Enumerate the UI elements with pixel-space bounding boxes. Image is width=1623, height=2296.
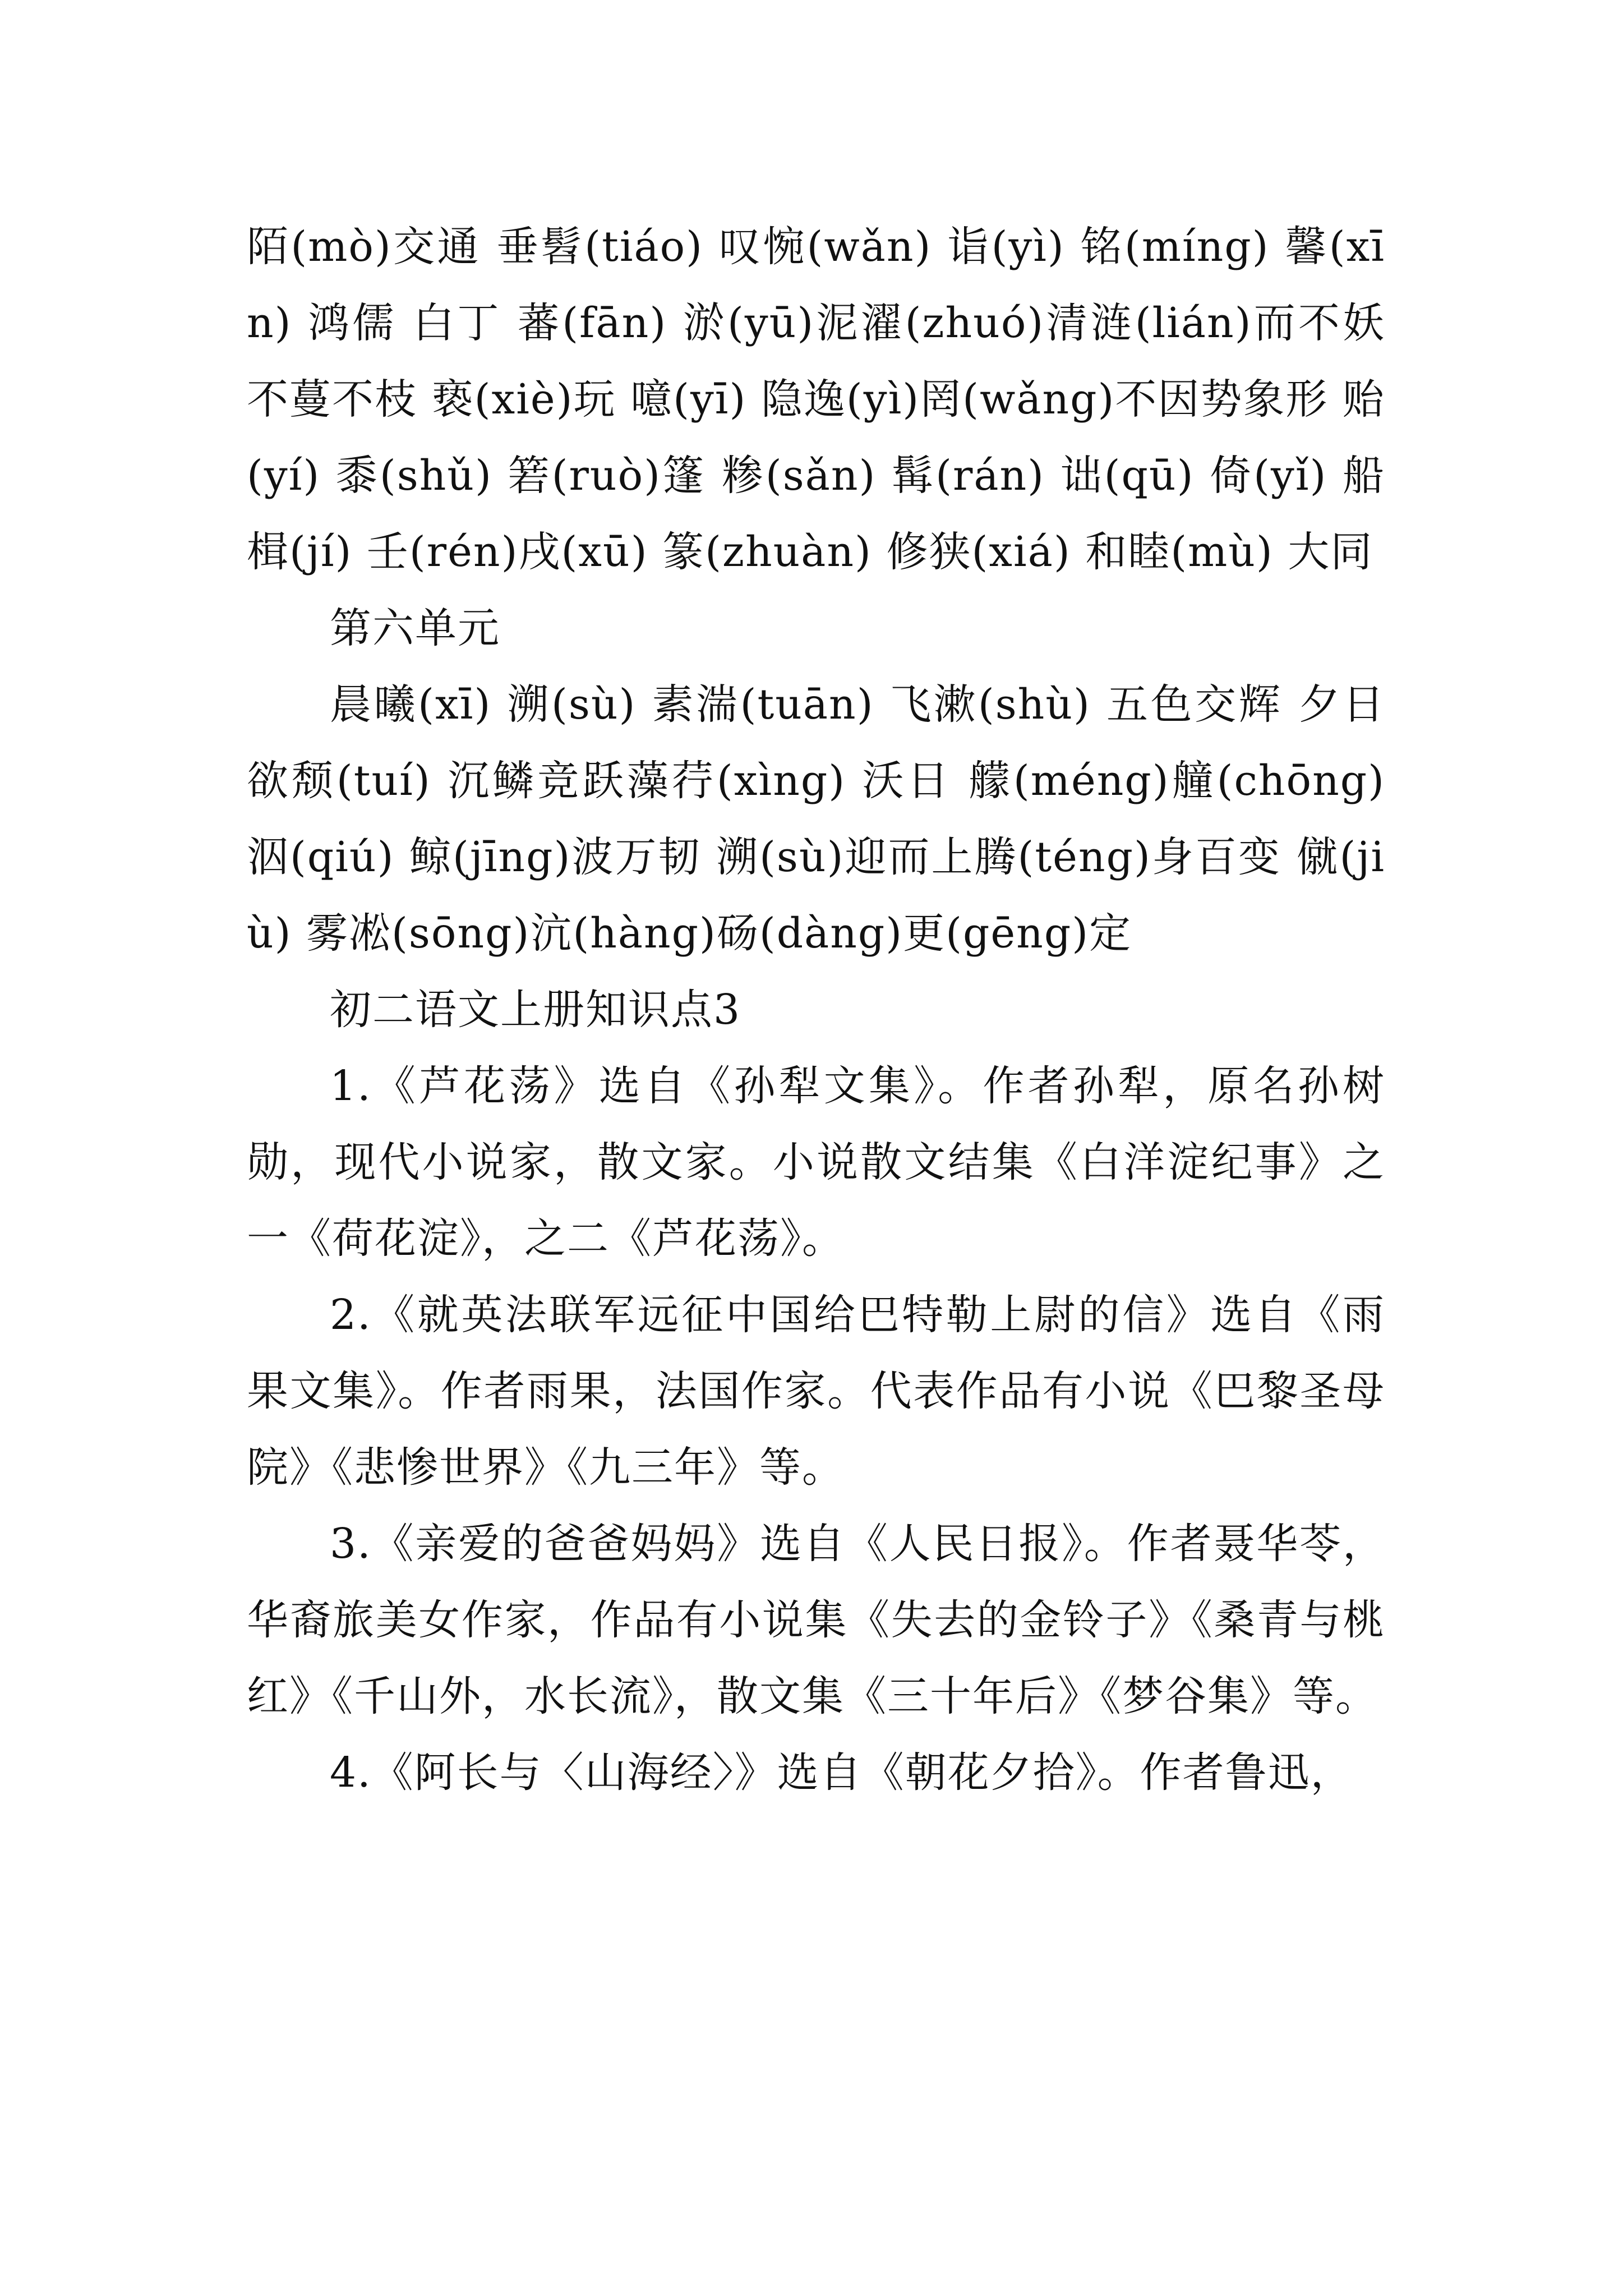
unit6-heading: 第六单元 — [330, 604, 500, 652]
knowledge-item-3: 3.《亲爱的爸爸妈妈》选自《人民日报》。作者聂华苓，华裔旅美女作家，作品有小说集《失去的金铃子》《桑青与桃红》《千山外，水长流》，散文集《三十年后》《梦谷集》等。 — [247, 1520, 1385, 1720]
knowledge-item-2: 2.《就英法联军远征中国给巴特勒上尉的信》选自《雨果文集》。作者雨果，法国作家。代表作品有小说《巴黎圣母院》《悲惨世界》《九三年》等。 — [247, 1291, 1385, 1492]
document-body — [247, 209, 1385, 1811]
section-heading: 初二语文上册知识点3 — [330, 986, 741, 1034]
unit5-word-list: 陌(mò)交通 垂髫(tiáo) 叹惋(wǎn) 诣(yì) 铭(míng) 馨(xīn) 鸿儒 白丁 蕃(fān) 淤(yū)泥濯(zhuó)清涟(lián)而不妖不蔓不枝 亵(xiè)玩 噫(yī) 隐逸(yì)罔(wǎng)不因势象形 贻(yí) 黍(shǔ) 箬(ruò)篷 糁(sǎn) 髯(rán) 诎(qū) 倚(yǐ) 船楫(jí) 壬(rén)戌(xū) 篆(zhuàn) 修狭(xiá) 和睦(mù) 大同 — [247, 223, 1385, 576]
unit6-word-list: 晨曦(xī) 溯(sù) 素湍(tuān) 飞漱(shù) 五色交辉 夕日欲颓(tuí) 沉鳞竞跃藻荇(xìng) 沃日 艨(méng)艟(chōng) 泅(qiú) 鲸(jīng)波万韧 溯(sù)迎而上腾(téng)身百变 僦(jiù) 雾凇(sōng)沆(hàng)砀(dàng)更(gēng)定 — [247, 680, 1385, 958]
knowledge-item-1: 1.《芦花荡》选自《孙犁文集》。作者孙犁，原名孙树勋，现代小说家，散文家。小说散文结集《白洋淀纪事》之一《荷花淀》，之二《芦花荡》。 — [247, 1062, 1385, 1263]
knowledge-item-4: 4.《阿长与〈山海经〉》选自《朝花夕拾》。作者鲁迅， — [330, 1749, 1353, 1797]
